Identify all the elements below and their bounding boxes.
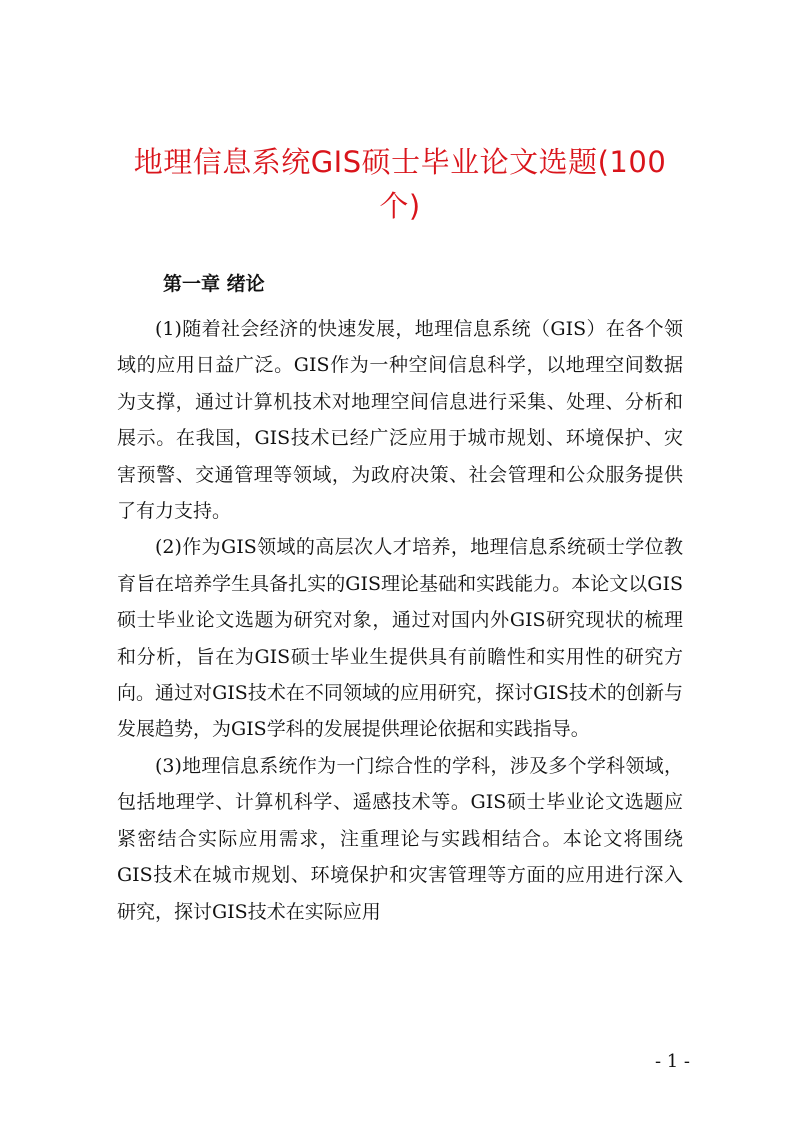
document-title: 地理信息系统GIS硕士毕业论文选题(100个) [133,145,667,223]
chapter-heading: 第一章 绪论 [163,273,265,295]
page-number: - 1 - [654,1051,690,1072]
paragraph-2: (2)作为GIS领域的高层次人才培养，地理信息系统硕士学位教育旨在培养学生具备扎实的GIS理论基础和实践能力。本论文以GIS硕士毕业论文选题为研究对象，通过对国内外GIS研究现状的梳理和分析，旨在为GIS硕士毕业生提供具有前瞻性和实用性的研究方向。通过对GIS技术在不同领域的应用研究，探讨GIS技术的创新与发展趋势，为GIS学科的发展提供理论依据和实践指导。 [117,536,683,741]
body-text [117,311,683,930]
paragraph-1: (1)随着社会经济的快速发展，地理信息系统（GIS）在各个领域的应用日益广泛。GIS作为一种空间信息科学，以地理空间数据为支撑，通过计算机技术对地理空间信息进行采集、处理、分析和展示。在我国，GIS技术已经广泛应用于城市规划、环境保护、灾害预警、交通管理等领域，为政府决策、社会管理和公众服务提供了有力支持。 [117,318,683,523]
paragraph-3: (3)地理信息系统作为一门综合性的学科，涉及多个学科领域，包括地理学、计算机科学、遥感技术等。GIS硕士毕业论文选题应紧密结合实际应用需求，注重理论与实践相结合。本论文将围绕GIS技术在城市规划、环境保护和灾害管理等方面的应用进行深入研究，探讨GIS技术在实际应用 [117,754,683,923]
